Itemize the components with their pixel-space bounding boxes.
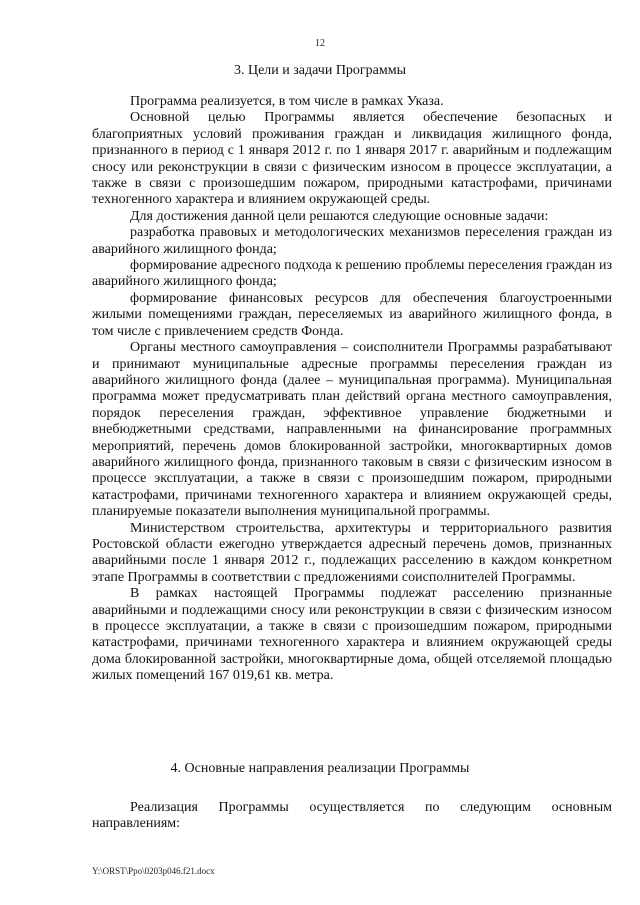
- task-item: формирование адресного подхода к решению проблемы переселения граждан из аварийного жилищного фонда;: [92, 258, 612, 290]
- paragraph: Программа реализуется, в том числе в рамках Указа.: [130, 94, 444, 109]
- section-3-heading: 3. Цели и задачи Программы: [233, 63, 407, 78]
- paragraph: Министерством строительства, архитектуры и территориального развития Ростовской области ежегодно утверждается адресный перечень домов, признанных аварийными после 1 января 2012 г., подлежащих расселению в каждом конкретном этапе Программы в соответствии с предложениями соисполнителей Программы.: [92, 520, 612, 585]
- section-4-body: [92, 800, 612, 833]
- paragraph: В рамках настоящей Программы подлежат расселению признанные аварийными и подлежащими сносу или реконструкции в связи с физическим износом в процессе эксплуатации, а также в связи с произошедшим пожаром, природными катастрофами, причинами техногенного характера и влиянием окружающей среды дома блокированной застройки, многоквартирные дома, общей отселяемой площадью жилых помещений 167 019,61 кв. метра.: [92, 586, 612, 684]
- paragraph: Основной целью Программы является обеспечение безопасных и благоприятных условий проживания граждан и ликвидация жилищного фонда, признанного в период с 1 января 2012 г. по 1 января 2017 г. аварийным и подлежащим сносу или реконструкции в связи с физическим износом в процессе эксплуатации, а также в связи с произошедшим пожаром, природными катастрофами, причинами техногенного характера и влиянием окружающей среды.: [92, 110, 612, 208]
- paragraph: Реализация Программы осуществляется по следующим основным направлениям:: [92, 800, 612, 832]
- footer-file-path: Y:\ORST\Ppo\0203p046.f21.docx: [92, 866, 215, 876]
- paragraph: Органы местного самоуправления – соисполнители Программы разрабатывают и принимают муниципальные адресные программы переселения граждан из аварийного жилищного фонда (далее – муниципальная программа). Муниципальная программа может предусматривать план действий органа местного самоуправления, порядок переселения граждан, эффективное управление бюджетными и внебюджетными средствами, направленными на финансирование программных мероприятий, перечень домов блокированной застройки, многоквартирных домов аварийного жилищного фонда, признанного таковым в связи с физическим износом в процессе эксплуатации, а также в связи с произошедшим пожаром, природными катастрофами, причинами техногенного характера и влиянием окружающей среды, планируемые показатели выполнения муниципальной программы.: [92, 340, 612, 520]
- section-4-heading: 4. Основные направления реализации Программы: [170, 761, 470, 776]
- section-3-body: [92, 94, 612, 685]
- page-number: 12: [315, 38, 325, 49]
- task-item: разработка правовых и методологических механизмов переселения граждан из аварийного жилищного фонда;: [92, 225, 612, 257]
- paragraph: Для достижения данной цели решаются следующие основные задачи:: [130, 208, 549, 224]
- task-item: формирование финансовых ресурсов для обеспечения благоустроенными жилыми помещениями граждан, переселяемых из аварийного жилищного фонда, в том числе с привлечением средств Фонда.: [92, 290, 612, 339]
